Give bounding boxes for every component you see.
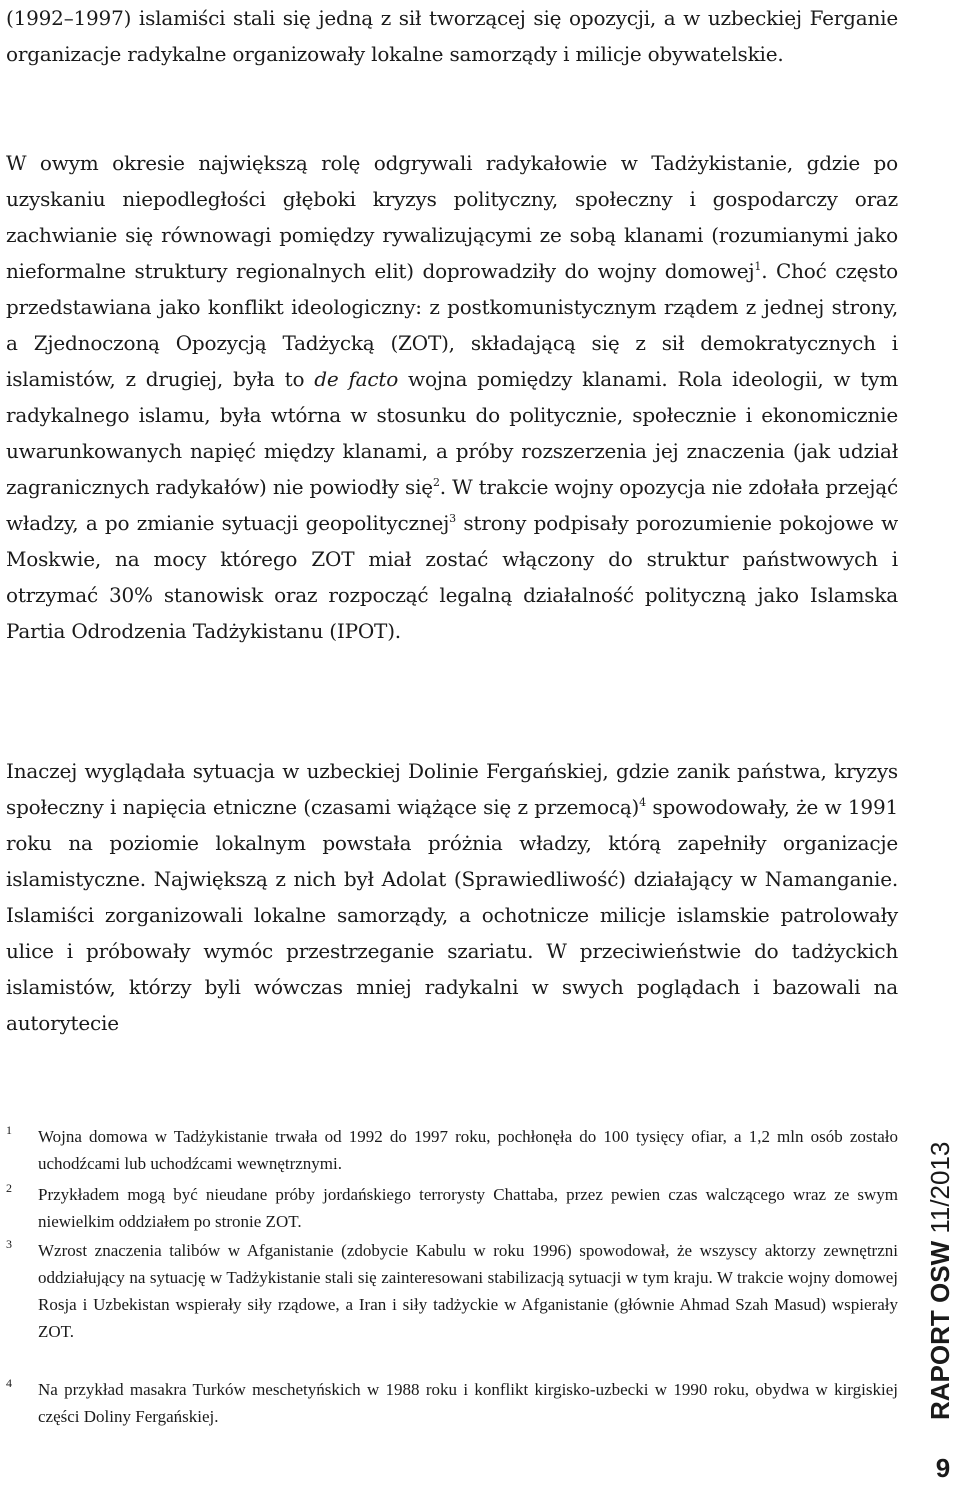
- footnote-number: 4: [6, 1376, 12, 1390]
- page-number: 9: [935, 1453, 951, 1483]
- footnote-ref-2[interactable]: 2: [432, 476, 440, 489]
- paragraph-2-text-d: wojna pomiędzy klanami. Rola ideologii, w tym radykalnego islamu, była wtórna w stosunku do politycznie, społecznie i ekonomicznie uwarunkowanych napięć między klanami, a próby rozszerzenia jej znaczenia (jak udział zagranicznych radykałów) nie powiodły się: [6, 367, 898, 499]
- publication-brand: RAPORT OSW: [925, 1240, 955, 1420]
- paragraph-3-text-b: spowodowały, że w 1991 roku na poziomie lokalnym powstała próżnia władzy, którą zapełniły organizacje islamistyczne. Największą z nich był Adolat (Sprawiedliwość) działający w Namanganie. Islamiści zorganizowali lokalne samorządy, a ochotnicze milicje islamskie patrolowały ulice i próbowały wymóc przestrzeganie szariatu. W przeciwieństwie do tadżyckich islamistów, którzy byli wówczas mniej radykalni w swych poglądach i bazowali na autorytecie: [6, 795, 898, 1035]
- paragraph-2-italic-term: de facto: [314, 367, 399, 391]
- footnote-4: [6, 1376, 898, 1430]
- footnote-text: Na przykład masakra Turków meschetyńskich w 1988 roku i konflikt kirgisko-uzbecki w 1990 roku, obydwa w kirgiskiej części Doliny Fergańskiej.: [38, 1380, 898, 1426]
- publication-issue: 11/2013: [925, 1141, 955, 1234]
- footnote-text: Wojna domowa w Tadżykistanie trwała od 1992 do 1997 roku, pochłonęła do 100 tysięcy ofiar, a 1,2 mln osób zostało uchodźcami lub uchodźcami wewnętrznymi.: [38, 1127, 898, 1173]
- footnote-number: 1: [6, 1123, 12, 1137]
- footnote-ref-3[interactable]: 3: [449, 512, 456, 525]
- footnote-number: 2: [6, 1181, 12, 1195]
- paragraph-3: [6, 753, 898, 1041]
- footnote-text: Przykładem mogą być nieudane próby jordańskiego terrorysty Chattaba, przez pewien czas walczącego wraz ze swym niewielkim oddziałem po stronie ZOT.: [38, 1185, 898, 1231]
- paragraph-2-text-a: W owym okresie największą rolę odgrywali radykałowie w Tadżykistanie, gdzie po uzyskaniu niepodległości głęboki kryzys polityczny, społeczny i gospodarczy oraz zachwianie się równowagi pomiędzy rywalizującymi ze sobą klanami (rozumianymi jako nieformalne struktury regionalnych elit) doprowadziły do wojny domowej: [6, 151, 898, 283]
- paragraph-3-text-a: Inaczej wyglądała sytuacja w uzbeckiej Dolinie Fergańskiej, gdzie zanik państwa, kryzys społeczny i napięcia etniczne (czasami wiążące się z przemocą): [6, 759, 898, 819]
- footnote-ref-1[interactable]: 1: [754, 260, 762, 273]
- paragraph-1: [6, 0, 898, 72]
- footnote-text: Wzrost znaczenia talibów w Afganistanie (zdobycie Kabulu w roku 1996) spowodował, że wszyscy aktorzy zewnętrzni oddziałujący na sytuację w Tadżykistanie stali się zainteresowani stabilizacją sytuacji w tym kraju. W trakcie wojny domowej Rosja i Uzbekistan wspierały siły rządowe, a Iran i siły tadżyckie w Afganistanie (głównie Ahmad Szah Masud) wspierały ZOT.: [38, 1241, 898, 1341]
- footnote-3: [6, 1237, 898, 1345]
- paragraph-2: [6, 145, 898, 649]
- footnote-ref-4[interactable]: 4: [639, 796, 646, 809]
- footnote-1: [6, 1123, 898, 1177]
- publication-sidebar: [922, 1120, 958, 1420]
- paragraph-2-text-e: . W trakcie wojny opozycja nie zdołała przejąć władzy, a po zmianie sytuacji geopolitycznej: [6, 475, 899, 535]
- paragraph-2-text-f: strony podpisały porozumienie pokojowe w Moskwie, na mocy którego ZOT miał zostać włączony do struktur państwowych i otrzymać 30% stanowisk oraz rozpocząć legalną działalność polityczną jako Islamska Partia Odrodzenia Tadżykistanu (IPOT).: [6, 511, 898, 643]
- paragraph-2-text-b: . Choć często przedstawiana jako konflikt ideologiczny: z postkomunistycznym rządem z jednej strony, a Zjednoczoną Opozycją Tadżycką (ZOT), składającą się z sił demokratycznych i islamistów, z drugiej, była to: [6, 259, 898, 391]
- paragraph-1-text: (1992–1997) islamiści stali się jedną z sił tworzącej się opozycji, a w uzbeckiej Ferganie organizacje radykalne organizowały lokalne samorządy i milicje obywatelskie.: [6, 6, 898, 66]
- footnote-2: [6, 1181, 898, 1235]
- footnote-number: 3: [6, 1237, 12, 1251]
